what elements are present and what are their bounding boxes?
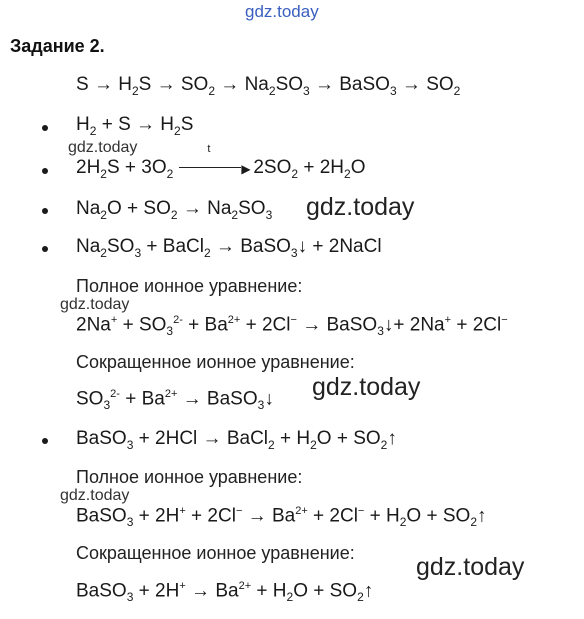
full-ionic-equation-4: $2Na^+ + SO_3^{2-} + Ba^{2+} + 2Cl^-$ → BaSO$_3$↓+ 2Na+ + 2Cl− [76,314,508,339]
reaction-condition: t [207,143,211,155]
equation-2: $2H_2S + 3O_2$ t ▶ $2SO_2 + 2H_2O$ [76,143,366,181]
full-ionic-label: Полное ионное уравнение: [76,467,303,487]
watermark-top: gdz.today [245,2,319,21]
equation-4: $Na_2SO_3$ + BaCl$_2$ → BaSO$_3$↓ + 2NaCl [76,236,382,260]
bullet [42,168,48,174]
watermark: gdz.today [306,193,415,221]
watermark: gdz.today [312,373,421,401]
transformation-scheme: $S \to H_2S \to SO_2 \to Na_2SO_3$ → BaSO$_3$ → $SO_2$ [76,74,461,98]
watermark: gdz.today [416,553,525,581]
bullet [42,208,48,214]
bullet [42,438,48,444]
equation-1: $H_2 + S \to H_2S$ [76,114,194,138]
equation-5: BaSO$_3$ + 2HCl → BaCl$_2$ + $H_2O$ + $SO_2↑$ [76,428,397,452]
bullet [42,125,48,131]
full-ionic-equation-5: BaSO$_3$ + $2H^+ + 2Cl^- \to Ba^{2+} + 2Cl^- + H_2O$ + $SO_2↑$ [76,505,487,530]
full-ionic-label: Полное ионное уравнение: [76,276,303,296]
equation-3: $Na_2O + SO_2 \to Na_2SO_3$ [76,198,273,222]
task-title: Задание 2. [10,36,105,56]
bullet [42,246,48,252]
short-ionic-equation-4: $SO_3^{2-} + Ba^{2+}$ → BaSO$_3$↓ [76,388,274,413]
watermark: gdz.today [60,487,130,504]
watermark: gdz.today [68,139,138,156]
short-ionic-label: Сокращенное ионное уравнение: [76,543,355,563]
short-ionic-equation-5: BaSO$_3$ + $2H^+ \to Ba^{2+} + H_2O$ + $SO_2↑$ [76,580,374,605]
short-ionic-label: Сокращенное ионное уравнение: [76,352,355,372]
watermark: gdz.today [60,296,130,313]
